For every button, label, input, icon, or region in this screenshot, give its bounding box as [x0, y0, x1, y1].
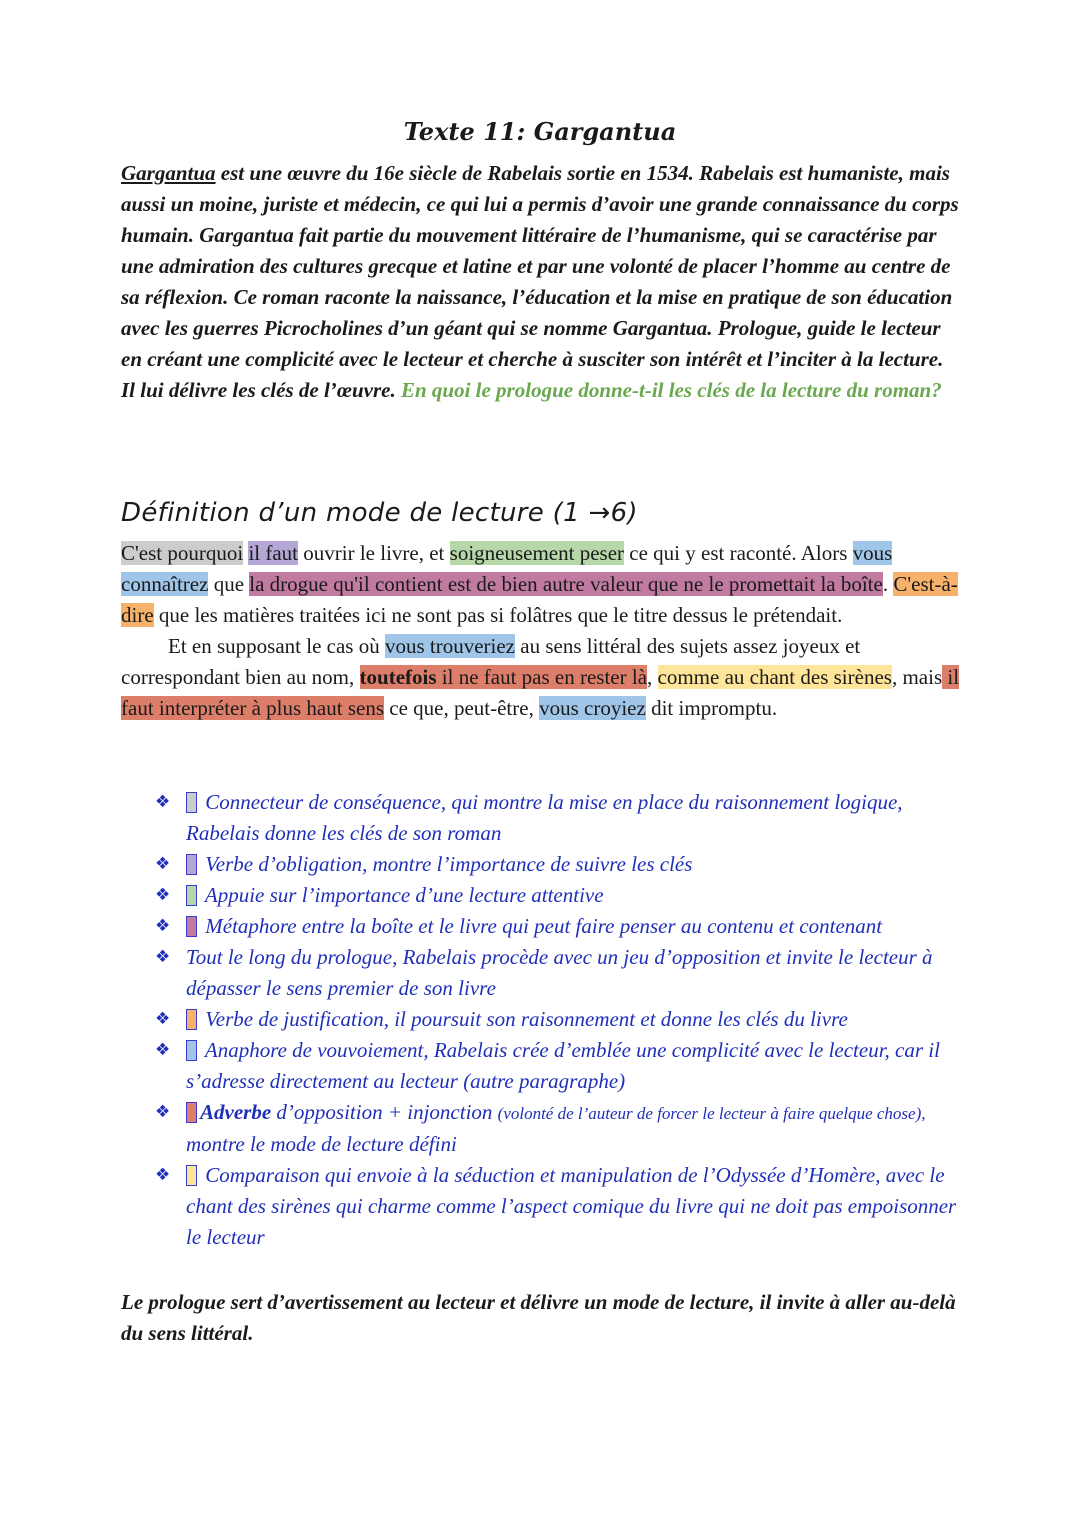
hl-injunction: il ne faut pas en rester là: [436, 665, 648, 689]
diamond-bullet-icon: ❖: [155, 947, 171, 967]
problem-question: En quoi le prologue donne-t-il les clés de la lecture du roman?: [400, 378, 942, 402]
hl-vouvoiement: vous croyiez: [539, 696, 646, 720]
section-heading: Définition d’un mode de lecture (1 →6): [121, 498, 638, 528]
note-item: ❖ Verbe de justification, il poursuit son raisonnement et donne les clés du livre: [155, 1004, 975, 1035]
hl-injunction: il faut interpréter à plus haut sens: [121, 665, 960, 720]
note-item: ❖ Métaphore entre la boîte et le livre qui peut faire penser au contenu et contenant: [155, 911, 975, 942]
orange-swatch-icon: [186, 1009, 197, 1030]
hl-adverb: toutefois: [359, 665, 437, 689]
green-swatch-icon: [186, 885, 197, 906]
hl-attentive-reading: soigneusement peser: [449, 541, 625, 565]
purple-swatch-icon: [186, 854, 197, 875]
passage-paragraph-1: C'est pourquoi il faut ouvrir le livre, et soigneusement peser ce qui y est raconté. Alors vous connaîtrez que la drogue qu'il contient est de bien autre valeur que ne le promettait la boîte. C'est-à-dire que les matières traitées ici ne sont pas si folâtres que le titre dessus le prétendait.: [121, 541, 958, 627]
diamond-bullet-icon: ❖: [155, 1102, 171, 1122]
diamond-bullet-icon: ❖: [155, 792, 171, 812]
note-item: ❖ Adverbe d’opposition + injonction (volonté de l’auteur de forcer le lecteur à faire quelque chose), montre le mode de lecture défini: [155, 1097, 975, 1160]
hl-vouvoiement: vous connaîtrez: [121, 541, 893, 596]
intro-text: est une œuvre du 16e siècle de Rabelais sortie en 1534. Rabelais est humaniste, mais aussi un moine, juriste et médecin, ce qui lui a permis d’avoir une grande connaissance du corps humain. Gargantua fait partie du mouvement littéraire de l’humanisme, qui se caractérise par une admiration des cultures grecque et latine et par une volonté de placer l’homme au centre de sa réflexion. Ce roman raconte la naissance, l’éducation et la mise en pratique de son éducation avec les guerres Picrocholines d’un géant qui se nomme Gargantua. Prologue, guide le lecteur en créant une complicité avec le lecteur et cherche à susciter son intérêt et l’inciter à la lecture. Il lui délivre les clés de l’œuvre.: [121, 161, 959, 402]
diamond-bullet-icon: ❖: [155, 885, 171, 905]
hl-comparison: comme au chant des sirènes: [657, 665, 892, 689]
yellow-swatch-icon: [186, 1165, 197, 1186]
diamond-bullet-icon: ❖: [155, 1040, 171, 1060]
diamond-bullet-icon: ❖: [155, 916, 171, 936]
hl-obligation-verb: il faut: [248, 541, 299, 565]
note-item: ❖ Comparaison qui envoie à la séduction et manipulation de l’Odyssée d’Homère, avec le chant des sirènes qui charme comme l’aspect comique du livre qui ne doit pas empoisonner le lecteur: [155, 1160, 975, 1253]
hl-connector: C'est pourquoi: [121, 541, 244, 565]
document-title: Texte 11: Gargantua: [403, 117, 677, 146]
blue-swatch-icon: [186, 1040, 197, 1061]
hl-justification: C'est-à-dire: [121, 572, 958, 627]
note-item: ❖ Appuie sur l’importance d’une lecture attentive: [155, 880, 975, 911]
diamond-bullet-icon: ❖: [155, 854, 171, 874]
gray-swatch-icon: [186, 792, 197, 813]
passage-paragraph-2: Et en supposant le cas où vous trouveriez au sens littéral des sujets assez joyeux et correspondant bien au nom, toutefois il ne faut pas en rester là, comme au chant des sirènes, mais il faut interpréter à plus haut sens ce que, peut-être, vous croyiez dit impromptu.: [121, 634, 960, 720]
magenta-swatch-icon: [186, 916, 197, 937]
note-item: ❖ Connecteur de conséquence, qui montre la mise en place du raisonnement logique, Rabelais donne les clés de son roman: [155, 787, 975, 849]
diamond-bullet-icon: ❖: [155, 1009, 171, 1029]
analysis-notes: [155, 787, 975, 1253]
diamond-bullet-icon: ❖: [155, 1165, 171, 1185]
note-item: ❖ Anaphore de vouvoiement, Rabelais crée d’emblée une complicité avec le lecteur, car il s’adresse directement au lecteur (autre paragraphe): [155, 1035, 975, 1097]
conclusion: Le prologue sert d’avertissement au lecteur et délivre un mode de lecture, il invite à aller au-delà du sens littéral.: [121, 1290, 956, 1345]
hl-vouvoiement: vous trouveriez: [384, 634, 515, 658]
work-title: Gargantua: [121, 161, 216, 185]
hl-metaphor: la drogue qu'il contient est de bien autre valeur que ne le promettait la boîte: [249, 572, 883, 596]
note-item: ❖ Tout le long du prologue, Rabelais procède avec un jeu d’opposition et invite le lecteur à dépasser le sens premier de son livre: [155, 942, 975, 1004]
note-item: ❖ Verbe d’obligation, montre l’importance de suivre les clés: [155, 849, 975, 880]
quoted-passage: [121, 538, 971, 724]
red-swatch-icon: [186, 1102, 197, 1123]
intro-paragraph: [121, 158, 961, 406]
